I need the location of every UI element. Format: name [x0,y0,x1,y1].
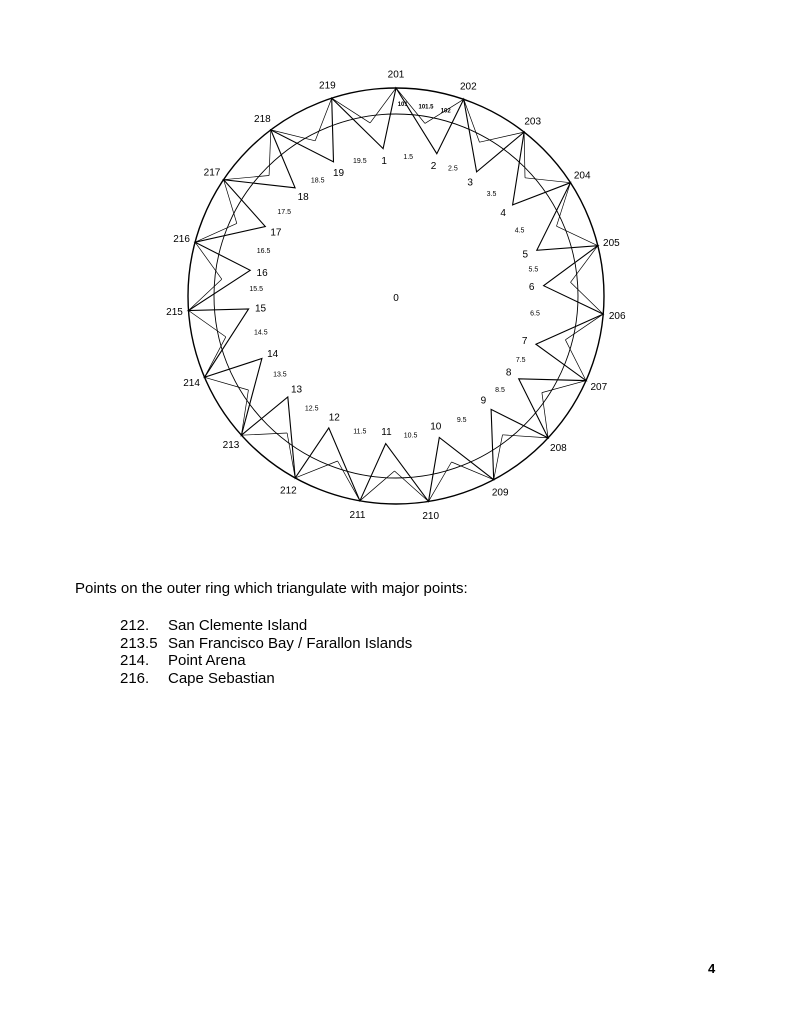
list-item [120,635,412,653]
inner-point-label: 12 [328,412,340,424]
center-label: 0 [393,293,399,304]
inner-point-label: 17 [270,227,282,239]
half-point-label: 14.5 [253,329,268,337]
chord-line [565,340,586,381]
inner-point-label: 3 [467,177,473,189]
half-point-label: 10.5 [403,432,418,440]
half-point-label: 11.5 [353,428,367,436]
point-number: 214. [120,652,150,669]
outer-point-label: 217 [203,167,221,179]
half-point-label: 15.5 [249,286,264,294]
chord-line [295,461,337,478]
minor-point-label: 101.5 [418,104,434,111]
outer-point-label: 212 [280,485,297,497]
chord-line [205,377,249,390]
outer-point-label: 219 [319,80,336,92]
half-point-label: 6.5 [530,310,540,318]
points-heading: Points on the outer ring which triangulate with major points: [75,580,468,597]
outer-point-label: 211 [349,510,366,522]
list-item [120,652,412,670]
inner-point-label: 8 [505,367,512,379]
list-item [120,670,412,688]
inner-point-label: 11 [381,427,392,439]
inner-point-label: 5 [522,249,529,261]
chord-line [189,279,222,310]
inner-point-label: 15 [254,303,267,315]
half-point-label: 12.5 [304,405,319,413]
chord-line [315,98,332,141]
chord-line [271,130,315,141]
inner-point-label: 13 [290,384,303,396]
half-point-label: 3.5 [486,191,497,199]
inner-point-label: 4 [500,207,506,219]
inner-point-label: 2 [430,160,437,172]
inner-point-label: 6 [528,282,535,293]
minor-point-label: 101 [397,102,408,109]
half-point-label: 5.5 [528,266,539,274]
chord-line [224,180,237,224]
half-point-label: 18.5 [310,177,325,185]
outer-point-label: 218 [254,114,271,126]
outer-point-label: 205 [603,237,620,249]
chord-line [241,433,287,435]
chord-line [464,99,480,142]
chord-line [494,435,503,480]
inner-point-label: 9 [480,395,487,407]
outer-point-label: 215 [166,307,183,318]
half-point-label: 7.5 [515,357,526,364]
chord-line [557,183,571,227]
half-point-label: 1.5 [403,154,414,161]
half-point-label: 8.5 [495,387,505,395]
outer-point-label: 213 [222,440,240,451]
inner-point-label: 14 [267,349,279,360]
chord-line [338,461,360,501]
point-name: San Clemente Island [168,617,308,634]
point-number: 212. [120,617,150,634]
half-point-label: 19.5 [352,158,367,166]
chord-line [557,226,598,246]
chord-line [332,98,370,123]
outer-point-label: 214 [183,378,200,390]
chord-line [189,311,226,337]
half-point-label: 16.5 [256,247,271,255]
inner-point-label: 16 [256,267,268,279]
half-point-label: 9.5 [456,417,467,425]
outer-point-label: 209 [491,487,509,499]
outer-point-label: 206 [608,310,626,322]
outer-point-label: 204 [573,170,591,182]
chord-line [571,246,598,283]
half-point-label: 2.5 [448,165,458,173]
outer-point-label: 202 [459,81,477,93]
inner-point-label: 1 [381,156,387,167]
outer-point-label: 208 [550,442,567,454]
point-name: Point Arena [168,652,246,669]
outer-point-label: 203 [524,116,542,128]
chord-line [571,282,604,314]
half-point-label: 17.5 [277,209,292,217]
outer-point-label: 216 [173,234,190,245]
point-number: 216. [120,669,150,687]
chord-line [503,435,549,438]
chord-line [224,176,270,180]
point-number: 213.5 [120,634,158,652]
minor-point-label: 102 [440,108,451,115]
chord-line [565,314,603,340]
half-point-label: 4.5 [514,227,525,235]
inner-point-label: 7 [521,335,528,347]
inner-point-label: 19 [332,168,345,180]
outer-point-label: 210 [422,510,440,522]
chord-line [542,381,586,393]
inner-point-label: 10 [430,421,442,433]
outer-point-label: 207 [590,381,608,393]
chord-line [452,462,494,480]
chord-line [524,132,525,178]
list-item [120,617,412,635]
inner-point-label: 18 [297,192,309,203]
outer-point-label: 201 [387,69,405,81]
point-name: Cape Sebastian [168,669,275,687]
point-name: San Francisco Bay / Farallon Islands [168,634,413,652]
chord-line [525,178,570,183]
page-number: 4 [708,961,716,976]
half-point-label: 13.5 [273,371,287,379]
chord-line [195,223,237,242]
chord-line [269,130,271,176]
points-list [120,617,412,687]
chord-line [287,433,295,478]
